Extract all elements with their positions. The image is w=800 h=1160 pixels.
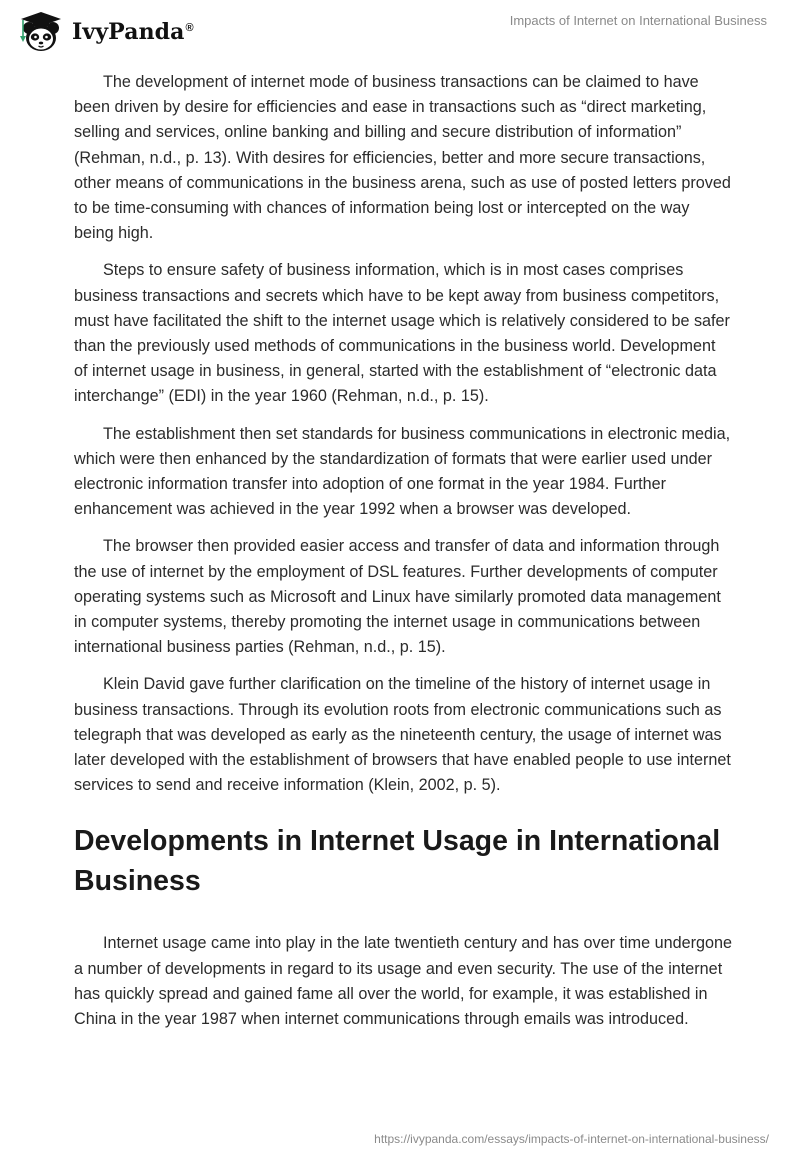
paragraph: Internet usage came into play in the late twentieth century and has over time undergone a number of developments in regard to its usage and even security. The use of the internet has quickly spread and gained fame all over the world, for example, it was established in China in the year 1987 when internet communications through emails was introduced.	[74, 934, 733, 1029]
paragraph: Klein David gave further clarification on the timeline of the history of internet usage in business transactions. Through its evolution roots from electronic communications such as telegraph that was developed as early as the nineteenth century, the usage of internet was later developed with the establishment of browsers that have enabled people to use internet services to send and receive information (Klein, 2002, p. 5).	[74, 675, 731, 795]
ivypanda-logo[interactable]	[14, 8, 194, 56]
brand-name: IvyPanda®	[72, 19, 194, 45]
page-header	[0, 0, 800, 64]
essay-body	[74, 70, 732, 1044]
document-title: Impacts of Internet on International Business	[509, 13, 767, 28]
paragraph: Steps to ensure safety of business information, which is in most cases comprises business transactions and secrets which have to be kept away from business competitors, must have facilitated the shift to the internet usage which is relatively considered to be safer than the previously used methods of communications in the business world. Development of internet usage in business, in general, started with the establishment of “electronic data interchange” (EDI) in the year 1960 (Rehman, n.d., p. 15).	[74, 261, 730, 406]
source-url[interactable]: https://ivypanda.com/essays/impacts-of-internet-on-international-business/	[374, 1132, 769, 1146]
paragraph: The establishment then set standards for business communications in electronic media, which were then enhanced by the standardization of formats that were earlier used under electronic information transfer into adoption of one format in the year 1984. Further enhancement was achieved in the year 1992 when a browser was developed.	[74, 424, 731, 519]
section-heading: Developments in Internet Usage in International Business	[74, 825, 721, 898]
panda-graduate-icon	[14, 8, 68, 56]
paragraph: The browser then provided easier access and transfer of data and information through the use of internet by the employment of DSL features. Further developments of computer operating systems such as Microsoft and Linux have similarly promoted data management in computer systems, thereby promoting the internet usage in communications between international business parties (Rehman, n.d., p. 15).	[74, 537, 721, 657]
paragraph: The development of internet mode of business transactions can be claimed to have been driven by desire for efficiencies and ease in transactions such as “direct marketing, selling and services, online banking and billing and secure distribution of information” (Rehman, n.d., p. 13). With desires for efficiencies, better and more secure transactions, other means of communications in the business arena, such as use of posted letters proved to be time-consuming with chances of information being lost or intercepted on the way being high.	[74, 73, 731, 243]
